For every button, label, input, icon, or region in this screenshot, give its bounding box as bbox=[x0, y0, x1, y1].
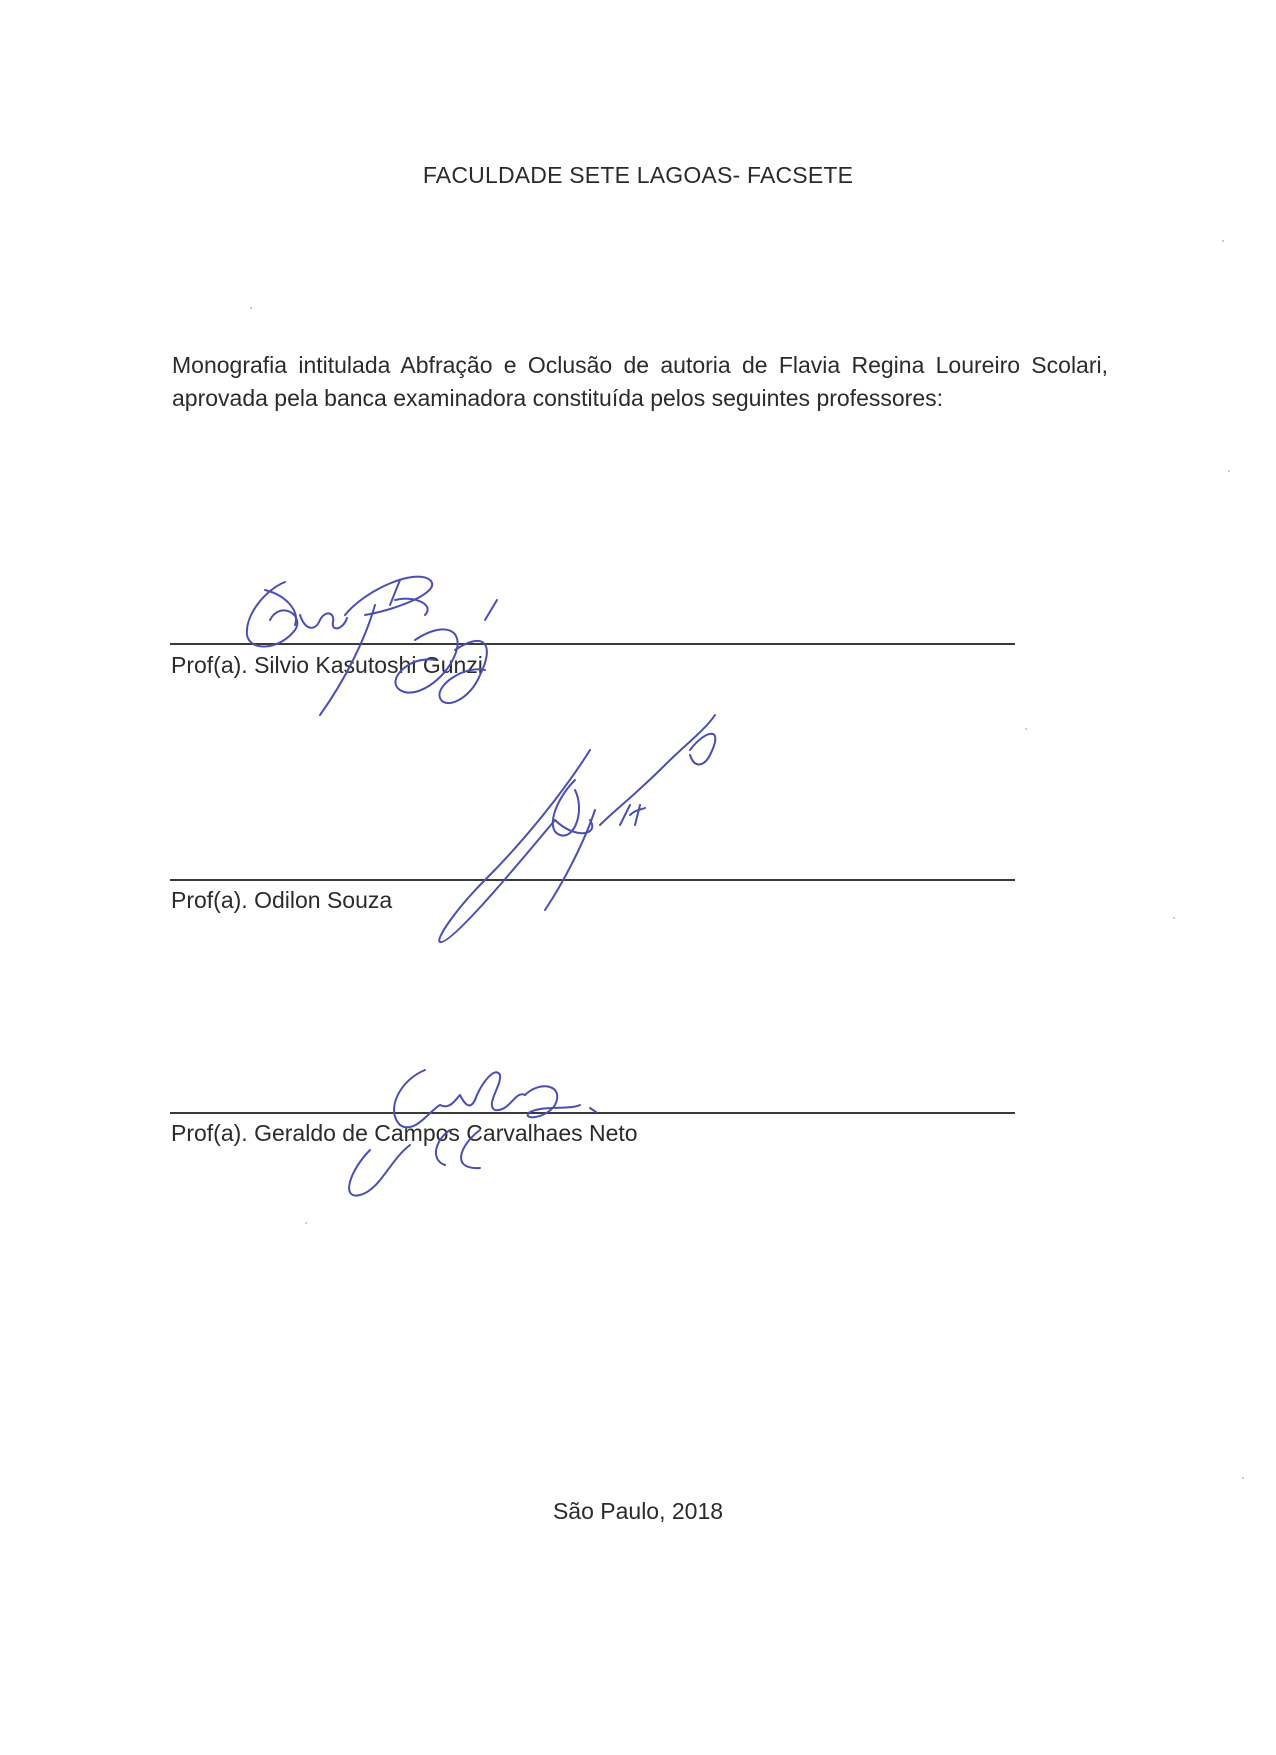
examiner-name: Prof(a). Odilon Souza bbox=[171, 887, 393, 913]
handwritten-signature-1 bbox=[225, 560, 545, 740]
scan-speck bbox=[1242, 1477, 1244, 1479]
signature-line bbox=[170, 879, 1015, 881]
scan-speck bbox=[1173, 917, 1175, 919]
scan-speck bbox=[1222, 240, 1224, 242]
institution-title: FACULDADE SETE LAGOAS- FACSETE bbox=[422, 162, 854, 188]
scan-speck bbox=[250, 307, 252, 309]
examiner-name: Prof(a). Silvio Kasutoshi Gunzi bbox=[171, 652, 483, 678]
scan-speck bbox=[305, 1222, 307, 1224]
approval-statement: Monografia intitulada Abfração e Oclusão de autoria de Flavia Regina Loureiro Scolari, aprovada pela banca examinadora constituída pelos seguintes professores: bbox=[172, 352, 1108, 411]
examiner-name: Prof(a). Geraldo de Campos Carvalhaes Neto bbox=[171, 1120, 638, 1146]
scan-speck bbox=[1025, 728, 1027, 730]
scan-speck bbox=[1228, 470, 1230, 472]
signature-line bbox=[170, 643, 1015, 645]
signature-line bbox=[170, 1112, 1015, 1114]
place-and-date: São Paulo, 2018 bbox=[552, 1498, 724, 1524]
handwritten-signature-2 bbox=[425, 710, 755, 950]
